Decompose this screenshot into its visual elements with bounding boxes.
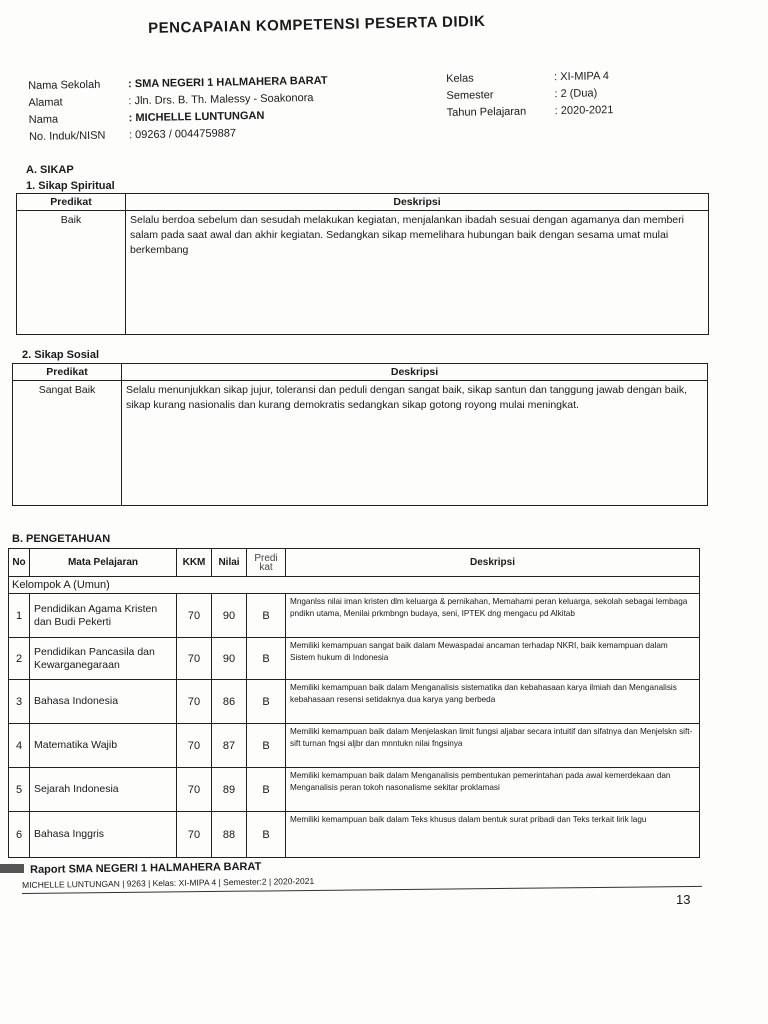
header-mata-pelajaran: Mata Pelajaran xyxy=(30,549,177,577)
info-row-year: Tahun Pelajaran : 2020-2021 xyxy=(446,104,614,119)
info-row-school: Nama Sekolah : SMA NEGERI 1 HALMAHERA BARAT xyxy=(28,74,328,92)
footer-school: Raport SMA NEGERI 1 HALMAHERA BARAT xyxy=(30,860,262,876)
subsection-spiritual-title: 1. Sikap Spiritual xyxy=(26,180,115,192)
header-kkm: KKM xyxy=(177,549,212,577)
sosial-deskripsi: Selalu menunjukkan sikap jujur, toleransi dan peduli dengan sangat baik, sikap santun dan tanggung jawab dengan baik, sikap kurang nasionalis dan kurang demokratis sedangkan sikap gotong royong mulai meningkat. xyxy=(122,381,708,506)
table-row: 1 Pendidikan Agama Kristen dan Budi Pekerti 70 90 B Mnganlss nilai iman kristen dlm keluarga & pernikahan, Memahami peran keluarga, sekolah sebagai lembaga pndikn utama, Menilai prkmbngn budaya, seni, IPTEK dng mengacu pd Alkitab xyxy=(9,594,700,638)
table-sikap-sosial xyxy=(12,363,708,506)
spiritual-predikat: Baik xyxy=(17,211,126,335)
group-label: Kelompok A (Umun) xyxy=(9,577,700,594)
table-pengetahuan xyxy=(8,548,700,858)
table-row: 3 Bahasa Indonesia 70 86 B Memiliki kemampuan baik dalam Menganalisis sistematika dan kebahasaan karya ilmiah dan Menganalisis kebahasaan resensi setidaknya dua karya yang berbeda xyxy=(9,680,700,724)
info-row-class: Kelas : XI-MIPA 4 xyxy=(446,70,610,85)
header-predikat: Predi kat xyxy=(247,549,286,577)
table-row: 6 Bahasa Inggris 70 88 B Memiliki kemampuan baik dalam Teks khusus dalam bentuk surat pribadi dan Teks terkait lirik lagu xyxy=(9,812,700,858)
spiritual-deskripsi: Selalu berdoa sebelum dan sesudah melakukan kegiatan, menjalankan ibadah sesuai dengan agamanya dan memberi salam pada saat awal dan akhir kegiatan. Sedangkan sikap memelihara hubungan baik dengan sesama umat mulai berkembang xyxy=(126,211,709,335)
sosial-predikat: Sangat Baik xyxy=(13,381,122,506)
header-nilai: Nilai xyxy=(212,549,247,577)
footer-bar xyxy=(0,864,24,873)
header-predikat: Predikat xyxy=(13,364,122,381)
info-row-semester: Semester : 2 (Dua) xyxy=(446,87,598,102)
subsection-sosial-title: 2. Sikap Sosial xyxy=(22,349,100,361)
header-predikat: Predikat xyxy=(17,194,126,211)
page-title: PENCAPAIAN KOMPETENSI PESERTA DIDIK xyxy=(148,12,486,37)
info-row-address: Alamat : Jln. Drs. B. Th. Malessy - Soakonora xyxy=(28,92,314,109)
header-deskripsi: Deskripsi xyxy=(126,194,709,211)
page-number: 13 xyxy=(676,892,691,907)
table-row: 4 Matematika Wajib 70 87 B Memiliki kemampuan baik dalam Menjelaskan limit fungsi aljabar secara intuitif dan sifatnya dan Menjelskn sift-sift turnan fngsi aljbr dan mnntukn nilai fngsinya xyxy=(9,724,700,768)
table-sikap-spiritual xyxy=(16,193,709,335)
header-no: No xyxy=(9,549,30,577)
info-row-name: Nama : MICHELLE LUNTUNGAN xyxy=(28,109,265,126)
section-pengetahuan-title: B. PENGETAHUAN xyxy=(12,533,111,545)
table-row: 5 Sejarah Indonesia 70 89 B Memiliki kemampuan baik dalam Menganalisis pembentukan pemerintahan pada awal kemerdekaan dan Menganalisis peran tokoh nasonalisme sekitar proklamasi xyxy=(9,768,700,812)
footer-student-info: MICHELLE LUNTUNGAN | 9263 | Kelas: XI-MIPA 4 | Semester:2 | 2020-2021 xyxy=(22,875,315,890)
table-row: 2 Pendidikan Pancasila dan Kewarganegaraan 70 90 B Memiliki kemampuan sangat baik dalam Mewaspadai ancaman terhadap NKRI, baik kemampuan dalam Sistem hukum di Indonesia xyxy=(9,638,700,680)
header-deskripsi: Deskripsi xyxy=(286,549,700,577)
student-info-right xyxy=(446,68,614,122)
info-row-nisn: No. Induk/NISN : 09263 / 0044759887 xyxy=(28,127,237,143)
section-sikap-title: A. SIKAP xyxy=(26,164,74,176)
student-info-left xyxy=(28,73,329,146)
header-deskripsi: Deskripsi xyxy=(122,364,708,381)
